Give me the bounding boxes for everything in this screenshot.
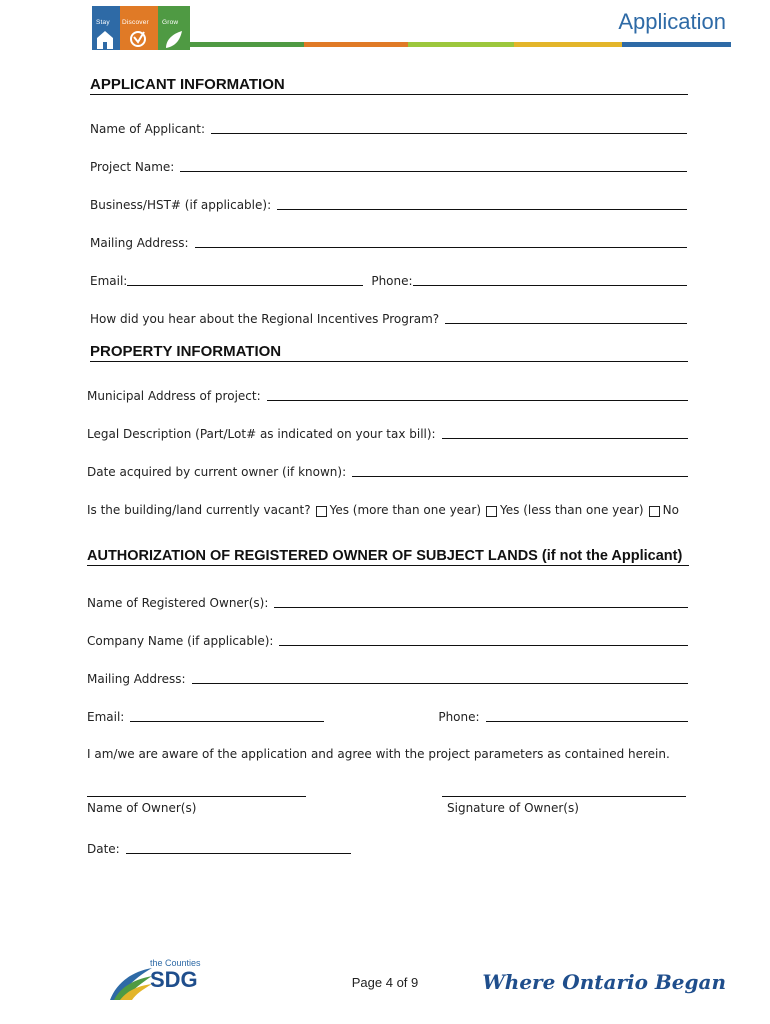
header-stripe-orange	[304, 42, 408, 47]
logo-word-grow: Grow	[162, 19, 179, 26]
header-stripe-gold	[514, 42, 622, 47]
tagline: Where Ontario Began	[482, 970, 726, 994]
applicant-email-label: Email:	[90, 274, 128, 288]
date-label: Date:	[87, 842, 120, 856]
logo-sdg-text: SDG	[150, 967, 198, 992]
registered-owner-label: Name of Registered Owner(s):	[87, 596, 269, 610]
vacant-question-row	[87, 497, 688, 517]
owner-email-phone-row	[87, 704, 688, 724]
applicant-email-field[interactable]	[127, 271, 363, 286]
business-hst-label: Business/HST# (if applicable):	[90, 198, 272, 212]
header-stripe-lime	[408, 42, 514, 47]
owner-signature-label: Signature of Owner(s)	[447, 801, 579, 815]
applicant-mailing-row	[90, 230, 687, 250]
municipal-address-label: Municipal Address of project:	[87, 389, 261, 403]
business-hst-field[interactable]	[277, 195, 687, 210]
vacant-no-label: No	[662, 503, 679, 517]
date-row	[87, 836, 351, 856]
house-lightbulb-leaf-icon	[92, 28, 190, 50]
legal-description-label: Legal Description (Part/Lot# as indicated on your tax bill):	[87, 427, 436, 441]
project-name-label: Project Name:	[90, 160, 175, 174]
page-title: Application	[618, 9, 726, 34]
owner-signature-line[interactable]	[442, 796, 686, 797]
vacant-question-label: Is the building/land currently vacant?	[87, 503, 311, 517]
owner-name-label: Name of Owner(s)	[87, 801, 197, 815]
applicant-name-row	[90, 116, 687, 136]
hear-about-field[interactable]	[445, 309, 687, 324]
owner-email-label: Email:	[87, 710, 125, 724]
project-name-row	[90, 154, 687, 174]
applicant-phone-label: Phone:	[371, 274, 413, 288]
owner-name-line[interactable]	[87, 796, 306, 797]
applicant-mailing-field[interactable]	[195, 233, 687, 248]
hear-about-row	[90, 306, 687, 326]
applicant-name-field[interactable]	[211, 119, 687, 134]
vacant-yes-more-label: Yes (more than one year)	[329, 503, 482, 517]
owner-phone-field[interactable]	[486, 707, 688, 722]
section-heading-applicant: APPLICANT INFORMATION	[90, 76, 688, 95]
registered-owner-field[interactable]	[274, 593, 688, 608]
applicant-mailing-label: Mailing Address:	[90, 236, 189, 250]
applicant-email-phone-row	[90, 268, 687, 288]
company-name-label: Company Name (if applicable):	[87, 634, 274, 648]
company-name-row	[87, 628, 688, 648]
date-acquired-row	[87, 459, 688, 479]
header-stripe-green	[190, 42, 304, 47]
legal-description-field[interactable]	[442, 424, 688, 439]
vacant-yes-less-checkbox[interactable]	[486, 506, 497, 517]
page-number: Page 4 of 9	[351, 975, 419, 990]
hear-about-label: How did you hear about the Regional Incentives Program?	[90, 312, 440, 326]
municipal-address-field[interactable]	[267, 386, 688, 401]
logo-word-stay: Stay	[96, 19, 110, 26]
vacant-yes-less-label: Yes (less than one year)	[500, 503, 644, 517]
company-name-field[interactable]	[279, 631, 688, 646]
header-stripe-blue	[622, 42, 731, 47]
applicant-name-label: Name of Applicant:	[90, 122, 206, 136]
municipal-address-row	[87, 383, 688, 403]
logo-small-text: the Counties	[150, 958, 201, 968]
legal-description-row	[87, 421, 688, 441]
project-name-field[interactable]	[180, 157, 687, 172]
section-heading-property: PROPERTY INFORMATION	[90, 343, 688, 362]
date-acquired-field[interactable]	[352, 462, 688, 477]
awareness-statement: I am/we are aware of the application and agree with the project parameters as contained herein.	[87, 747, 670, 761]
logo-word-discover: Discover	[122, 19, 149, 26]
owner-phone-label: Phone:	[438, 710, 480, 724]
business-hst-row	[90, 192, 687, 212]
registered-owner-row	[87, 590, 688, 610]
applicant-phone-field[interactable]	[413, 271, 687, 286]
owner-mailing-label: Mailing Address:	[87, 672, 186, 686]
owner-email-field[interactable]	[130, 707, 324, 722]
date-acquired-label: Date acquired by current owner (if known):	[87, 465, 347, 479]
owner-mailing-row	[87, 666, 688, 686]
vacant-no-checkbox[interactable]	[649, 506, 660, 517]
section-heading-authorization: AUTHORIZATION OF REGISTERED OWNER OF SUBJECT LANDS (if not the Applicant)	[87, 548, 689, 566]
owner-mailing-field[interactable]	[192, 669, 688, 684]
stay-discover-grow-logo	[92, 6, 190, 50]
date-field[interactable]	[126, 839, 351, 854]
awareness-statement-row	[87, 741, 688, 761]
vacant-yes-more-checkbox[interactable]	[316, 506, 327, 517]
